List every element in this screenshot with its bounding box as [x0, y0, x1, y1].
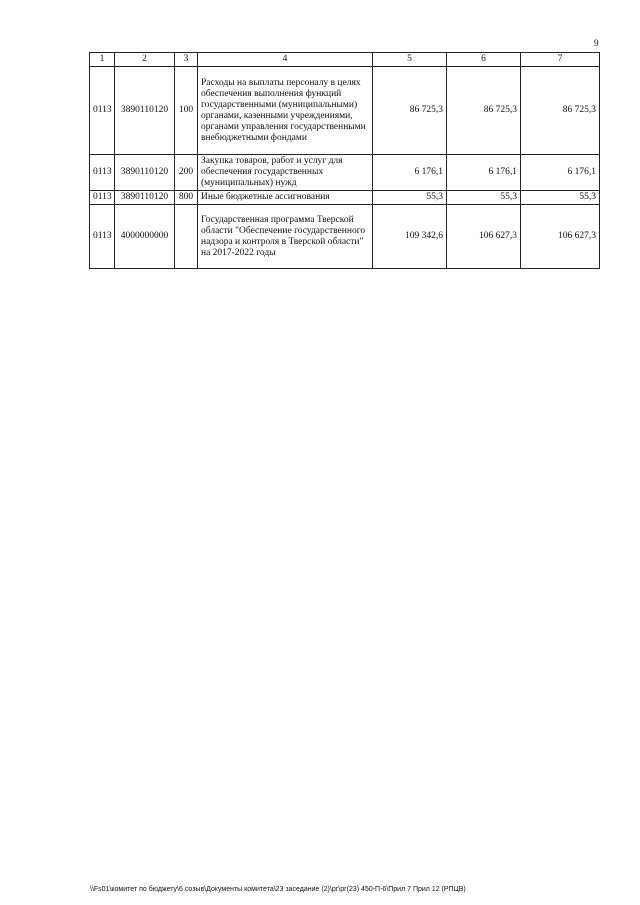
amount-col-5: 86 725,3: [373, 67, 447, 155]
row-description: Государственная программа Тверской области "Обеспечение государственного надзора и контроля в Тверской области" на 2017-2022 годы: [198, 205, 373, 269]
amount-col-7: 86 725,3: [521, 67, 600, 155]
amount-col-5: 109 342,6: [373, 205, 447, 269]
amount-col-6: 55,3: [447, 191, 521, 205]
amount-col-7: 6 176,1: [521, 155, 600, 191]
section-code: 0113: [90, 67, 115, 155]
row-description: Иные бюджетные ассигнования: [198, 191, 373, 205]
amount-col-5: 55,3: [373, 191, 447, 205]
amount-col-6: 106 627,3: [447, 205, 521, 269]
expense-type-code: 800: [175, 191, 198, 205]
section-code: 0113: [90, 191, 115, 205]
expense-type-code: 200: [175, 155, 198, 191]
column-header: 3: [175, 53, 198, 67]
expenditure-table: [89, 52, 600, 269]
target-article-code: 3890110120: [115, 191, 175, 205]
target-article-code: 4000000000: [115, 205, 175, 269]
amount-col-7: 55,3: [521, 191, 600, 205]
target-article-code: 3890110120: [115, 155, 175, 191]
column-header: 5: [373, 53, 447, 67]
section-code: 0113: [90, 205, 115, 269]
expense-type-code: 100: [175, 67, 198, 155]
table-row: [90, 191, 600, 205]
amount-col-7: 106 627,3: [521, 205, 600, 269]
column-header: 1: [90, 53, 115, 67]
row-description: Расходы на выплаты персоналу в целях обеспечения выполнения функций государственными (муниципальными) органами, казенными учреждениями, органами управления государственными внебюджетными фондами: [198, 67, 373, 155]
table-row: [90, 155, 600, 191]
page-number: 9: [594, 38, 599, 48]
table-row: [90, 67, 600, 155]
amount-col-6: 6 176,1: [447, 155, 521, 191]
table-row: [90, 205, 600, 269]
file-path-footer: \\Fs01\комитет по бюджету\6 созыв\Документы комитета\23 заседание (2)\рг\рг(23) 450-П-6\Прил 7 Прил 12 (РПЦВ): [90, 886, 466, 893]
column-header: 4: [198, 53, 373, 67]
column-header: 6: [447, 53, 521, 67]
amount-col-6: 86 725,3: [447, 67, 521, 155]
column-header: 7: [521, 53, 600, 67]
column-header: 2: [115, 53, 175, 67]
target-article-code: 3890110120: [115, 67, 175, 155]
table-header-row: [90, 53, 600, 67]
section-code: 0113: [90, 155, 115, 191]
row-description: Закупка товаров, работ и услуг для обеспечения государственных (муниципальных) нужд: [198, 155, 373, 191]
expense-type-code: [175, 205, 198, 269]
amount-col-5: 6 176,1: [373, 155, 447, 191]
